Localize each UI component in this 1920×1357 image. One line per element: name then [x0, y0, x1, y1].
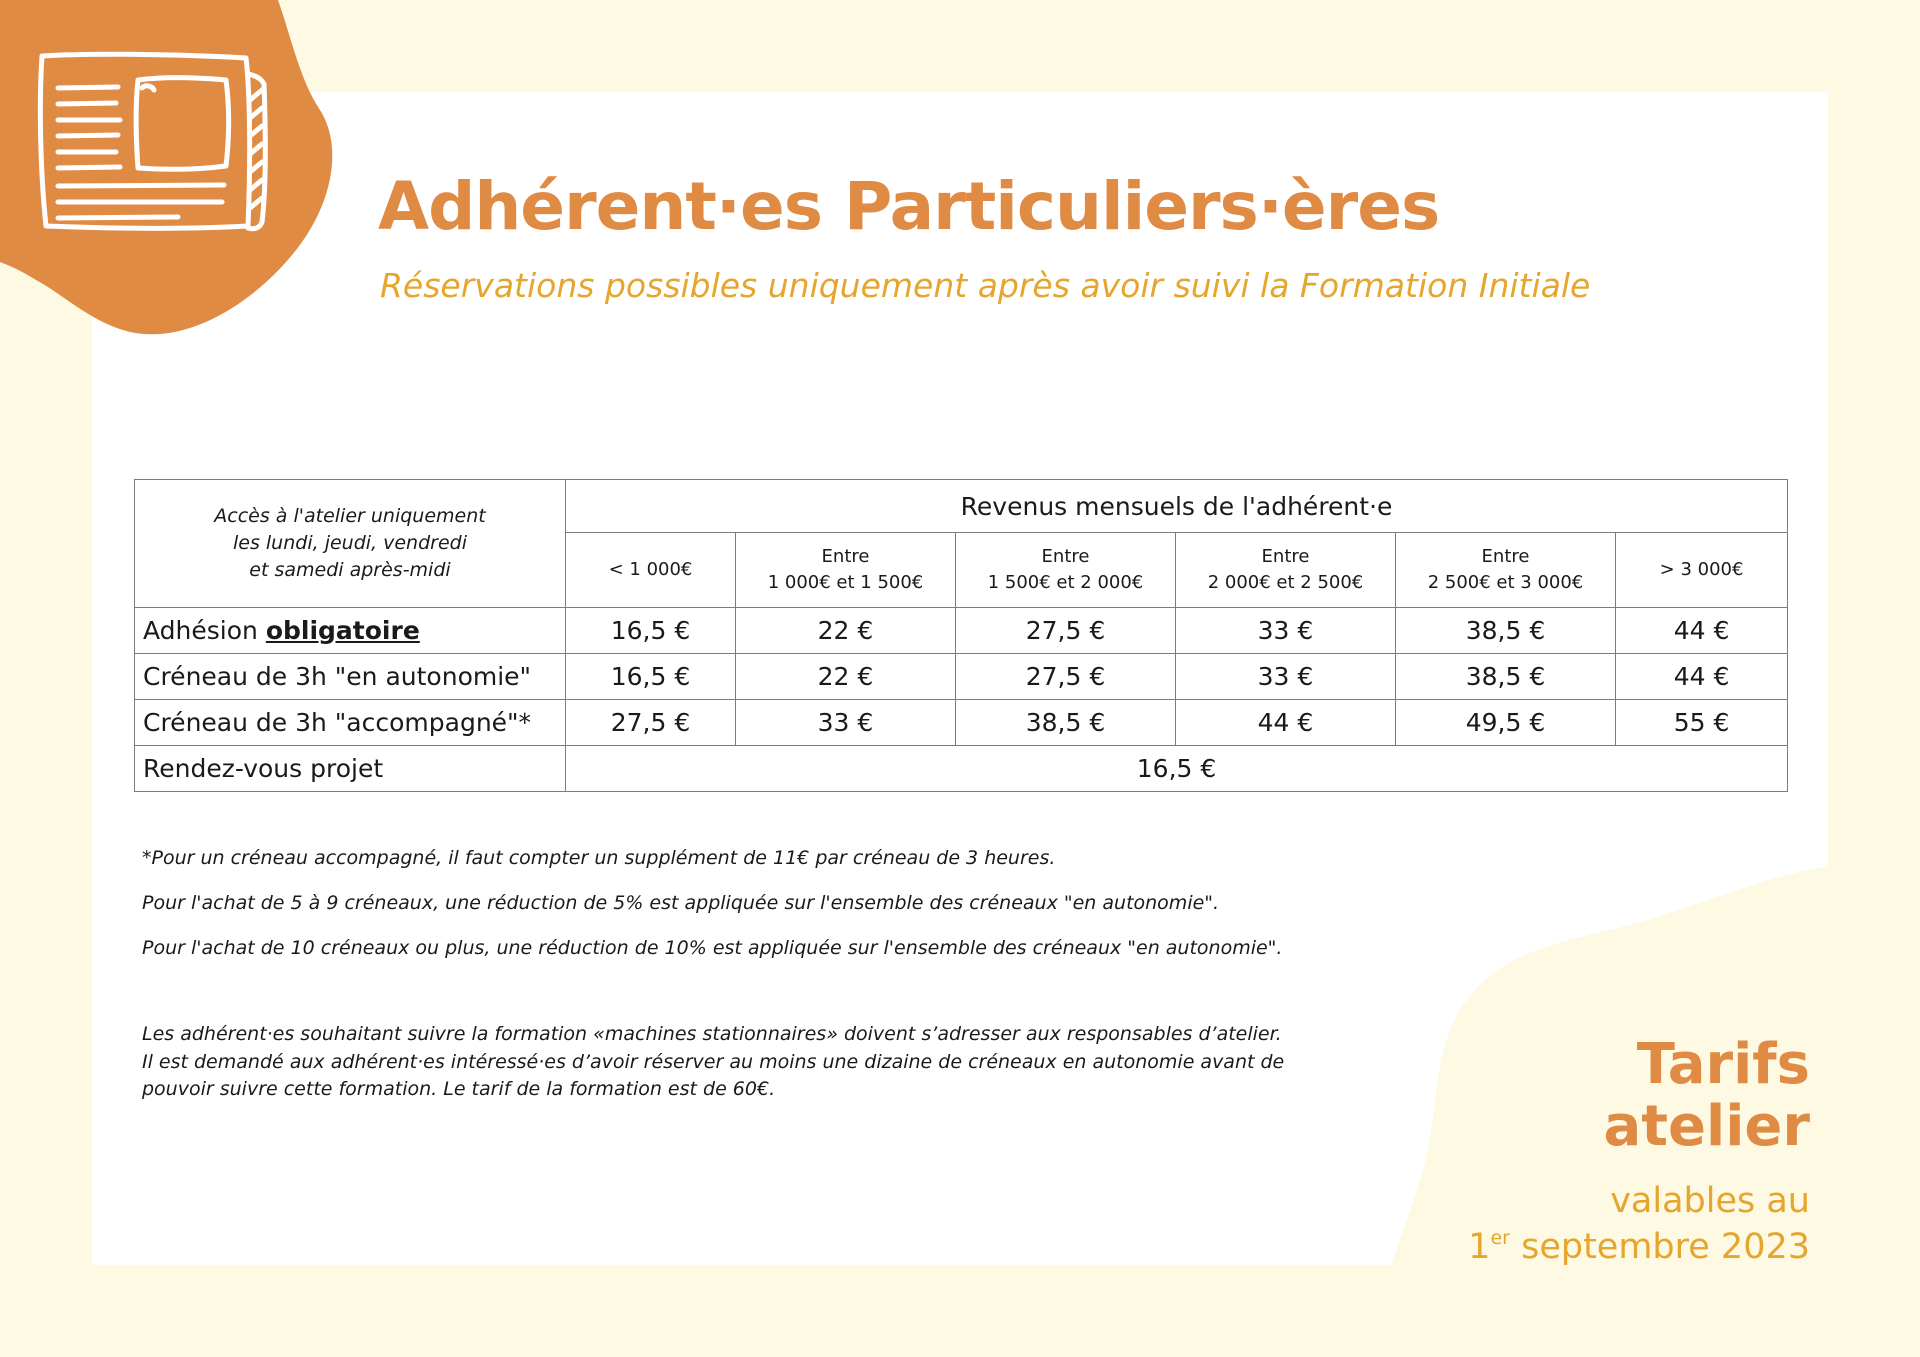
- mandatory-emphasis: obligatoire: [265, 616, 420, 645]
- price-cell: 16,5 €: [566, 608, 736, 654]
- column-header: Entre 2 000€ et 2 500€: [1176, 533, 1396, 608]
- price-cell: 22 €: [736, 608, 956, 654]
- formation-note: [142, 1021, 1284, 1104]
- price-cell: 22 €: [736, 654, 956, 700]
- table-row-adhesion: [135, 608, 1788, 654]
- price-cell: 44 €: [1176, 700, 1396, 746]
- newspaper-icon: [28, 40, 278, 250]
- row-label: Adhésion obligatoire: [135, 608, 566, 654]
- price-cell: 33 €: [736, 700, 956, 746]
- column-header: Entre 1 500€ et 2 000€: [956, 533, 1176, 608]
- formation-note-line: pouvoir suivre cette formation. Le tarif de la formation est de 60€.: [142, 1078, 776, 1100]
- price-cell: 27,5 €: [956, 608, 1176, 654]
- table-row-autonomie: [135, 654, 1788, 700]
- price-cell: 16,5 €: [566, 654, 736, 700]
- table-group-header-row: [135, 480, 1788, 533]
- access-line: Accès à l'atelier uniquement: [214, 505, 486, 527]
- price-cell: 49,5 €: [1396, 700, 1616, 746]
- column-header: Entre 1 000€ et 1 500€: [736, 533, 956, 608]
- pricing-notes: [142, 846, 1282, 981]
- column-header: < 1 000€: [566, 533, 736, 608]
- price-cell: 33 €: [1176, 654, 1396, 700]
- price-cell: 44 €: [1616, 654, 1788, 700]
- row-label: Créneau de 3h "accompagné"*: [135, 700, 566, 746]
- formation-note-line: Les adhérent·es souhaitant suivre la formation «machines stationnaires» doivent s’adresser aux responsables d’atelier.: [142, 1023, 1282, 1045]
- validity-date: valables au 1er septembre 2023: [1468, 1181, 1810, 1267]
- price-cell: 27,5 €: [566, 700, 736, 746]
- formation-note-line: Il est demandé aux adhérent·es intéressé·es d’avoir réserver au moins une dizaine de créneaux en autonomie avant de: [142, 1050, 1285, 1073]
- table-row-rendez-vous: [135, 746, 1788, 792]
- access-line: les lundi, jeudi, vendredi: [233, 532, 467, 554]
- income-group-header: Revenus mensuels de l'adhérent·e: [566, 480, 1788, 533]
- price-cell: 38,5 €: [1396, 654, 1616, 700]
- note-line: Pour l'achat de 5 à 9 créneaux, une réduction de 5% est appliquée sur l'ensemble des créneaux "en autonomie".: [142, 892, 1220, 914]
- table-row-accompagne: [135, 700, 1788, 746]
- note-line: Pour l'achat de 10 créneaux ou plus, une réduction de 10% est appliquée sur l'ensemble des créneaux "en autonomie".: [142, 937, 1283, 959]
- page-subtitle: Réservations possibles uniquement après avoir suivi la Formation Initiale: [380, 266, 1591, 305]
- price-cell: 38,5 €: [1396, 608, 1616, 654]
- price-cell: 16,5 €: [566, 746, 1788, 792]
- page-title: Adhérent·es Particuliers·ères: [378, 168, 1440, 245]
- pricing-table: [134, 479, 1788, 792]
- row-label: Rendez-vous projet: [135, 746, 566, 792]
- price-cell: 27,5 €: [956, 654, 1176, 700]
- price-cell: 38,5 €: [956, 700, 1176, 746]
- tarifs-heading: Tarifs atelier: [1603, 1032, 1810, 1159]
- access-conditions-cell: [135, 480, 566, 608]
- access-line: et samedi après-midi: [249, 559, 451, 581]
- row-label: Créneau de 3h "en autonomie": [135, 654, 566, 700]
- price-cell: 44 €: [1616, 608, 1788, 654]
- column-header: > 3 000€: [1616, 533, 1788, 608]
- price-cell: 55 €: [1616, 700, 1788, 746]
- price-cell: 33 €: [1176, 608, 1396, 654]
- note-line: *Pour un créneau accompagné, il faut compter un supplément de 11€ par créneau de 3 heures.: [142, 847, 1056, 869]
- column-header: Entre 2 500€ et 3 000€: [1396, 533, 1616, 608]
